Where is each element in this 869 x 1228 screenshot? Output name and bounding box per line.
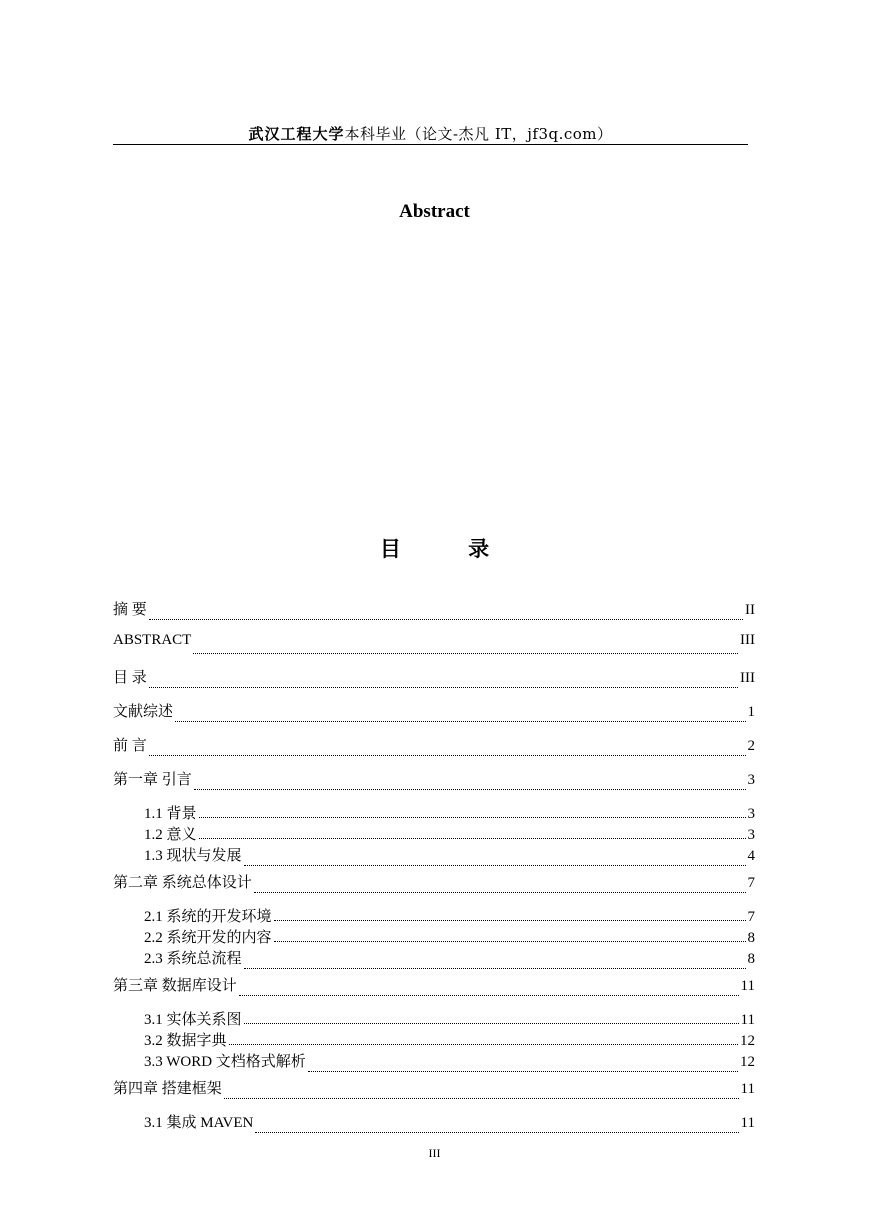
toc-leader-dots <box>244 967 746 969</box>
toc-entry-label: 2.2 系统开发的内容 <box>144 930 272 946</box>
toc-entry[interactable] <box>113 823 755 844</box>
toc-leader-dots <box>193 652 738 654</box>
toc-entry-page: 11 <box>740 1081 755 1097</box>
toc-entry-label: ABSTRACT <box>113 632 192 648</box>
toc-entry[interactable] <box>113 598 755 632</box>
toc-entry-page: 1 <box>747 704 755 720</box>
toc-entry-page: III <box>740 670 755 686</box>
toc-entry[interactable] <box>113 700 755 734</box>
toc-entry-page: 8 <box>747 951 755 967</box>
toc-entry-label: 2.1 系统的开发环境 <box>144 909 272 925</box>
toc-entry[interactable] <box>113 926 755 947</box>
toc-entry-page: 12 <box>740 1033 755 1049</box>
toc-leader-dots <box>199 816 746 818</box>
toc-entry-page: 3 <box>747 772 755 788</box>
toc-entry-label: 第三章 数据库设计 <box>113 978 237 994</box>
page-number: III <box>428 1146 441 1160</box>
toc-entry[interactable] <box>113 871 755 905</box>
toc-entry-label: 3.3 WORD 文档格式解析 <box>144 1054 306 1070</box>
toc-entry[interactable] <box>113 974 755 1008</box>
toc-entry[interactable] <box>113 905 755 926</box>
toc-entry[interactable] <box>113 1077 755 1111</box>
running-header <box>113 124 748 145</box>
toc-leader-dots <box>244 1022 739 1024</box>
toc-leader-dots <box>194 788 746 790</box>
toc-leader-dots <box>149 686 738 688</box>
toc-leader-dots <box>149 754 746 756</box>
header-subtitle: 本科毕业（论文-杰凡 IT，jf3q.com） <box>344 125 613 143</box>
toc-entry[interactable] <box>113 1008 755 1029</box>
toc-entry-label: 第四章 搭建框架 <box>113 1081 222 1097</box>
toc-entry-label: 1.3 现状与发展 <box>144 848 242 864</box>
toc-entry-page: 11 <box>740 1115 755 1131</box>
toc-leader-dots <box>239 994 739 996</box>
toc-leader-dots <box>199 837 746 839</box>
toc-entry[interactable] <box>113 1111 755 1138</box>
toc-entry-label: 目 录 <box>113 670 147 686</box>
toc-entry[interactable] <box>113 1050 755 1077</box>
toc-entry-page: III <box>740 632 755 648</box>
toc-leader-dots <box>255 1131 738 1133</box>
toc-entry-page: 11 <box>740 1012 755 1028</box>
toc-leader-dots <box>229 1043 738 1045</box>
toc-entry-page: 4 <box>747 848 755 864</box>
toc-entry-page: 7 <box>747 909 755 925</box>
toc-entry-label: 前 言 <box>113 738 147 754</box>
toc-entry[interactable] <box>113 734 755 768</box>
toc-leader-dots <box>244 864 746 866</box>
toc-entry-page: 11 <box>740 978 755 994</box>
toc-entry-page: 12 <box>740 1054 755 1070</box>
toc-leader-dots <box>274 940 746 942</box>
toc-entry-label: 3.2 数据字典 <box>144 1033 227 1049</box>
toc-entry[interactable] <box>113 632 755 666</box>
toc-entry-page: 8 <box>747 930 755 946</box>
toc-leader-dots <box>274 919 746 921</box>
toc-entry-label: 2.3 系统总流程 <box>144 951 242 967</box>
toc-leader-dots <box>149 618 743 620</box>
toc-entry-label: 第二章 系统总体设计 <box>113 875 252 891</box>
toc-entry-label: 3.1 实体关系图 <box>144 1012 242 1028</box>
toc-leader-dots <box>308 1070 738 1072</box>
toc-leader-dots <box>175 720 745 722</box>
header-university: 武汉工程大学 <box>248 125 345 143</box>
toc-entry-label: 3.1 集成 MAVEN <box>144 1115 254 1131</box>
toc-entry-label: 1.2 意义 <box>144 827 197 843</box>
toc-entry-label: 摘 要 <box>113 602 147 618</box>
toc-entry-page: 2 <box>747 738 755 754</box>
toc-leader-dots <box>254 891 746 893</box>
toc-heading: 目 录 <box>379 537 490 561</box>
toc-entry[interactable] <box>113 947 755 974</box>
table-of-contents <box>113 598 755 1138</box>
toc-entry[interactable] <box>113 844 755 871</box>
abstract-heading: Abstract <box>399 201 470 222</box>
toc-entry-page: II <box>745 602 755 618</box>
toc-entry[interactable] <box>113 802 755 823</box>
toc-entry[interactable] <box>113 666 755 700</box>
toc-entry[interactable] <box>113 768 755 802</box>
toc-leader-dots <box>224 1097 739 1099</box>
toc-entry[interactable] <box>113 1029 755 1050</box>
toc-entry-page: 3 <box>747 806 755 822</box>
toc-entry-page: 3 <box>747 827 755 843</box>
toc-entry-label: 文献综述 <box>113 704 174 720</box>
toc-entry-label: 1.1 背景 <box>144 806 197 822</box>
toc-entry-label: 第一章 引言 <box>113 772 192 788</box>
toc-entry-page: 7 <box>747 875 755 891</box>
